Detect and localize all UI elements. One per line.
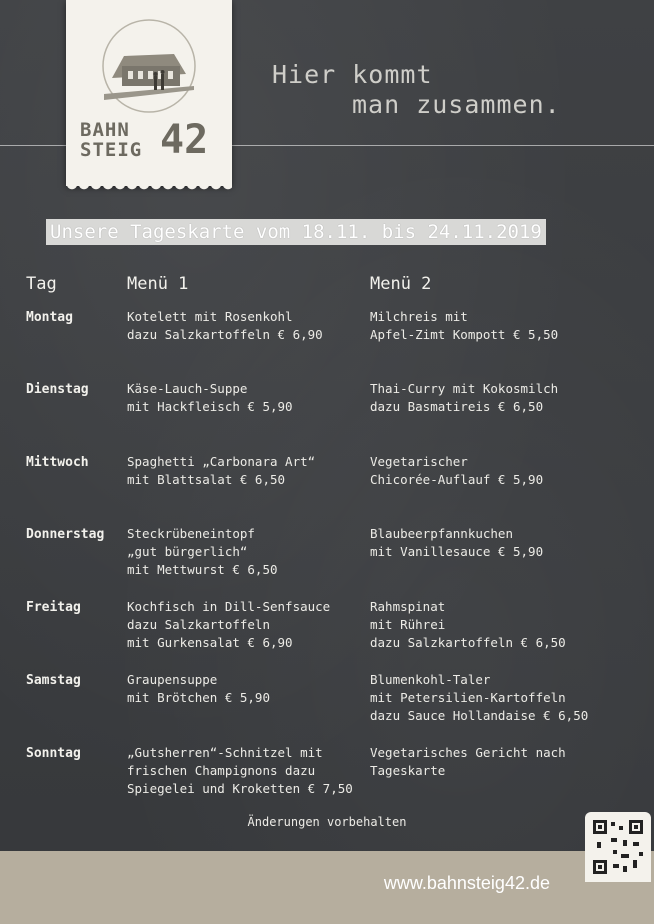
- dish-line: Käse-Lauch-Suppe: [127, 381, 248, 396]
- dish-line: frischen Champignons dazu: [127, 763, 316, 778]
- dish-line: Spiegelei und Kroketten € 7,50: [127, 781, 353, 796]
- dish-line: dazu Salzkartoffeln: [127, 617, 270, 632]
- dish-line: dazu Salzkartoffeln € 6,50: [370, 635, 566, 650]
- header-menu-1: Menü 1: [127, 274, 189, 294]
- logo: [66, 0, 232, 186]
- dish-line: Graupensuppe: [127, 672, 218, 687]
- station-illustration: [94, 16, 204, 116]
- week-title: Unsere Tageskarte vom 18.11. bis 24.11.2019: [46, 219, 546, 245]
- dish-line: Steckrübeneintopf: [127, 526, 255, 541]
- menu-1-cell: [127, 380, 293, 416]
- dish-line: Blumenkohl-Taler: [370, 672, 491, 687]
- dish-line: Vegetarisches Gericht nach: [370, 745, 566, 760]
- dish-line: Rahmspinat: [370, 599, 446, 614]
- logo-word-steig: STEIG: [80, 139, 143, 161]
- day-label: Mittwoch: [26, 455, 89, 470]
- menu-1-cell: [127, 308, 323, 344]
- day-label: Montag: [26, 310, 73, 325]
- day-label: Dienstag: [26, 382, 89, 397]
- menu-1-cell: [127, 671, 270, 707]
- dish-line: mit Brötchen € 5,90: [127, 690, 270, 705]
- day-label: Freitag: [26, 600, 81, 615]
- dish-line: Chicorée-Auflauf € 5,90: [370, 472, 544, 487]
- day-label: Donnerstag: [26, 527, 105, 542]
- menu-2-cell: [370, 453, 543, 489]
- qr-code-icon: [593, 820, 643, 874]
- slogan: [272, 60, 561, 120]
- dish-line: Milchreis mit: [370, 309, 468, 324]
- dish-line: mit Hackfleisch € 5,90: [127, 399, 293, 414]
- dish-line: mit Mettwurst € 6,50: [127, 562, 278, 577]
- dish-line: mit Petersilien-Kartoffeln: [370, 690, 566, 705]
- dish-line: Kochfisch in Dill-Senfsauce: [127, 599, 331, 614]
- website-link[interactable]: www.bahnsteig42.de: [383, 873, 550, 893]
- menu-2-cell: [370, 525, 543, 561]
- changes-note: Änderungen vorbehalten: [247, 815, 407, 829]
- dish-line: Vegetarischer: [370, 454, 468, 469]
- dish-line: mit Blattsalat € 6,50: [127, 472, 286, 487]
- dish-line: „gut bürgerlich“: [127, 544, 248, 559]
- dish-line: dazu Sauce Hollandaise € 6,50: [370, 708, 589, 723]
- menu-2-cell: [370, 380, 558, 416]
- dish-line: Tageskarte: [370, 763, 446, 778]
- dish-line: dazu Basmatireis € 6,50: [370, 399, 544, 414]
- menu-2-cell: [370, 598, 566, 652]
- logo-wordmark: [80, 117, 230, 163]
- menu-1-cell: [127, 453, 315, 489]
- slogan-line-2: man zusammen.: [352, 90, 561, 119]
- header-day: Tag: [26, 274, 57, 294]
- dish-line: Spaghetti „Carbonara Art“: [127, 454, 316, 469]
- day-label: Sonntag: [26, 746, 81, 761]
- logo-number: 42: [160, 117, 209, 163]
- header-menu-2: Menü 2: [370, 274, 432, 294]
- footer-bar: [0, 851, 654, 924]
- logo-word-bahn: BAHN: [80, 119, 130, 141]
- menu-2-cell: [370, 671, 588, 725]
- dish-line: mit Rührei: [370, 617, 446, 632]
- dish-line: mit Gurkensalat € 6,90: [127, 635, 293, 650]
- menu-1-cell: [127, 598, 330, 652]
- dish-line: „Gutsherren“-Schnitzel mit: [127, 745, 323, 760]
- dish-line: dazu Salzkartoffeln € 6,90: [127, 327, 323, 342]
- dish-line: Thai-Curry mit Kokosmilch: [370, 381, 559, 396]
- slogan-line-1: Hier kommt: [272, 60, 433, 89]
- menu-2-cell: [370, 308, 558, 344]
- menu-2-cell: [370, 744, 566, 780]
- dish-line: Blaubeerpfannkuchen: [370, 526, 513, 541]
- menu-1-cell: [127, 525, 278, 579]
- dish-line: Apfel-Zimt Kompott € 5,50: [370, 327, 559, 342]
- dish-line: Kotelett mit Rosenkohl: [127, 309, 293, 324]
- menu-1-cell: [127, 744, 353, 798]
- day-label: Samstag: [26, 673, 81, 688]
- qr-code[interactable]: [585, 812, 651, 882]
- dish-line: mit Vanillesauce € 5,90: [370, 544, 544, 559]
